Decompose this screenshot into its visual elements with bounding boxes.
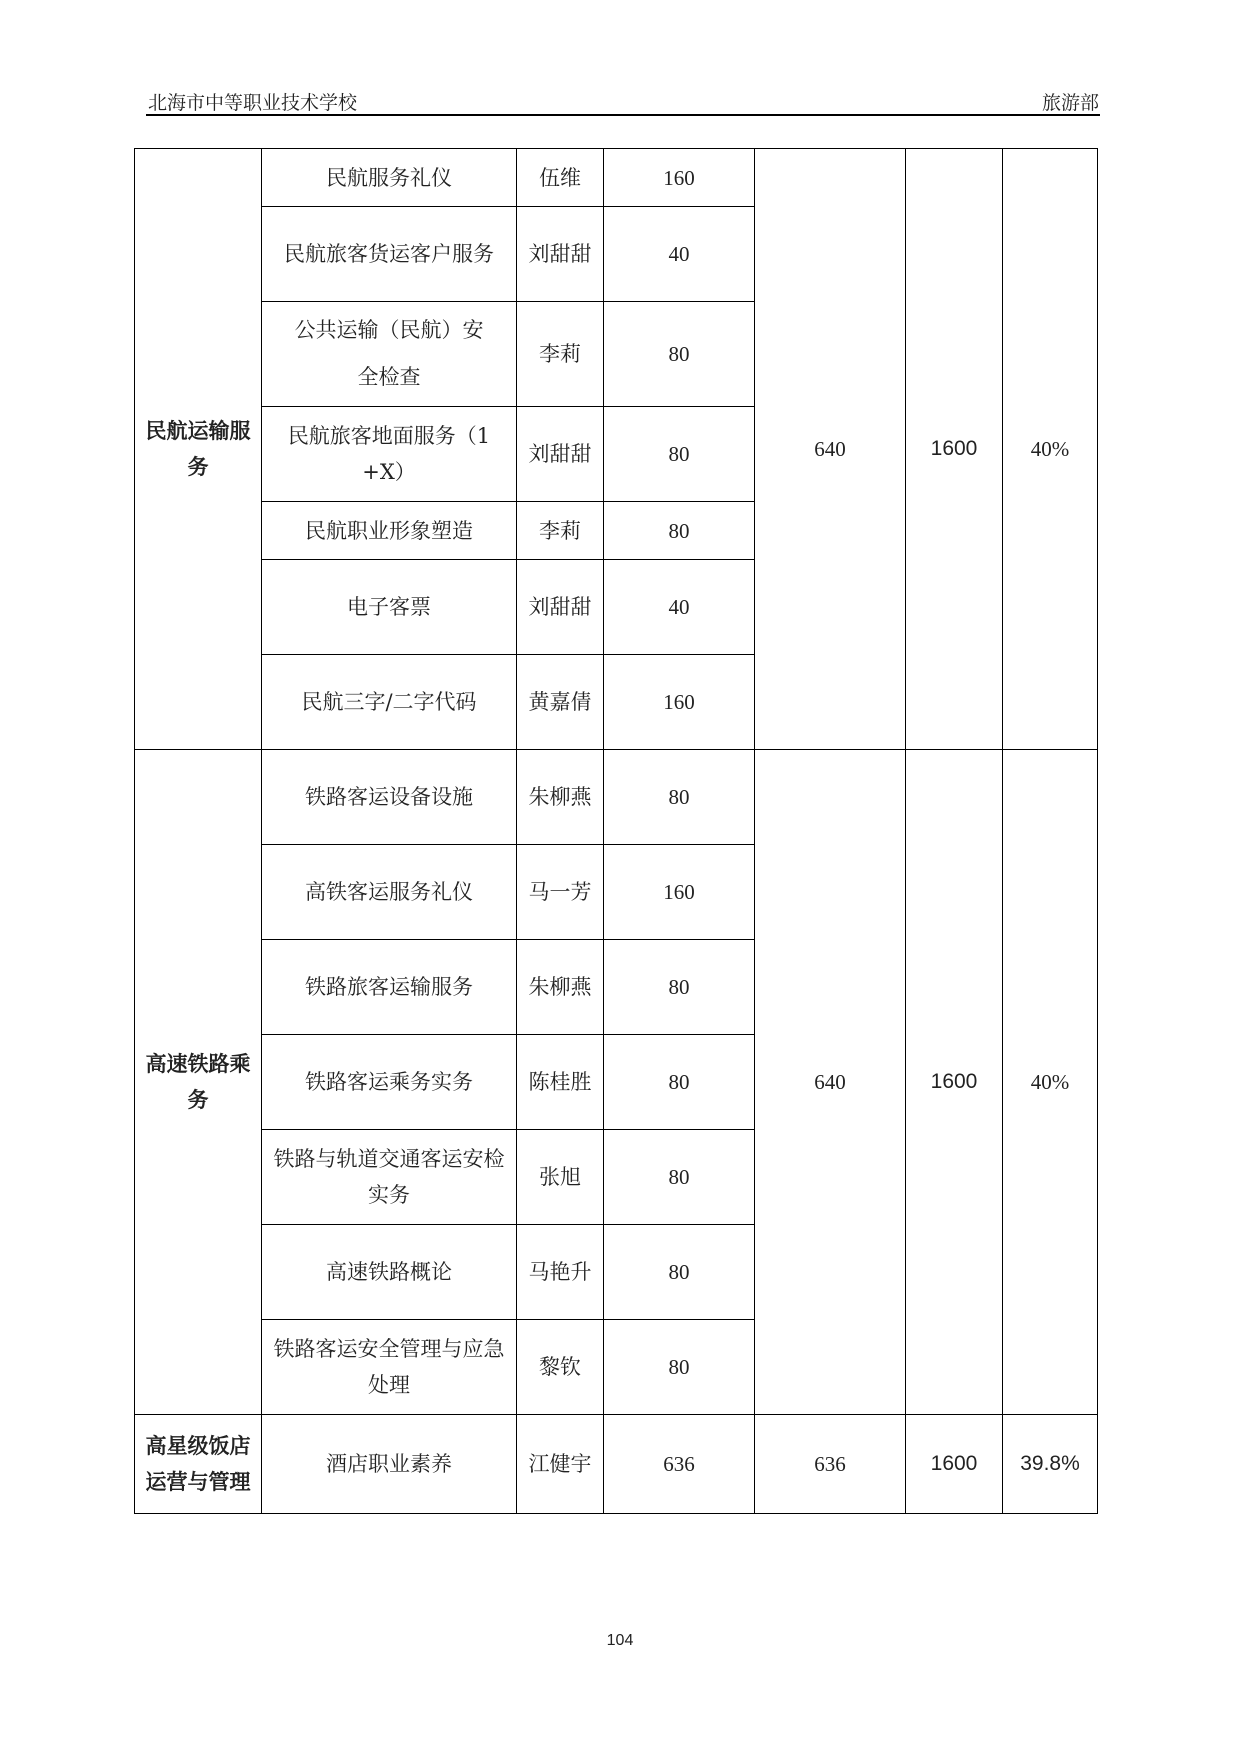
teacher-name: 李莉 [517, 502, 604, 560]
category-cell: 民航运输服务 [135, 149, 262, 750]
ratio: 40% [1003, 750, 1098, 1415]
course-name: 民航服务礼仪 [262, 149, 517, 207]
course-name: 高铁客运服务礼仪 [262, 845, 517, 940]
course-hours: 40 [604, 560, 755, 655]
course-name: 电子客票 [262, 560, 517, 655]
page-number: 104 [606, 1632, 634, 1649]
teacher-name: 李莉 [517, 302, 604, 407]
subtotal-hours: 640 [755, 149, 906, 750]
header-school: 北海市中等职业技术学校 [148, 92, 358, 114]
course-name: 铁路客运安全管理与应急处理 [262, 1320, 517, 1415]
table-row [135, 149, 1098, 207]
teacher-name: 朱柳燕 [517, 940, 604, 1035]
course-hours: 80 [604, 502, 755, 560]
teacher-name: 伍维 [517, 149, 604, 207]
teacher-name: 张旭 [517, 1130, 604, 1225]
course-hours: 160 [604, 655, 755, 750]
course-name: 民航职业形象塑造 [262, 502, 517, 560]
course-name: 公共运输（民航）安全检查 [262, 302, 517, 407]
course-name: 高速铁路概论 [262, 1225, 517, 1320]
course-hours: 80 [604, 407, 755, 502]
course-hours: 80 [604, 1225, 755, 1320]
teacher-name: 刘甜甜 [517, 560, 604, 655]
header-rule [146, 114, 1100, 116]
ratio: 40% [1003, 149, 1098, 750]
category-cell: 高星级饭店运营与管理 [135, 1415, 262, 1514]
teacher-name: 陈桂胜 [517, 1035, 604, 1130]
teacher-name: 朱柳燕 [517, 750, 604, 845]
course-hours: 80 [604, 1130, 755, 1225]
subtotal-hours: 636 [755, 1415, 906, 1514]
course-hours: 80 [604, 1035, 755, 1130]
total-hours: 1600 [906, 1415, 1003, 1514]
course-name: 民航三字/二字代码 [262, 655, 517, 750]
course-name: 铁路旅客运输服务 [262, 940, 517, 1035]
table-row [135, 1415, 1098, 1514]
teacher-name: 马一芳 [517, 845, 604, 940]
course-hours: 80 [604, 940, 755, 1035]
course-name: 铁路客运设备设施 [262, 750, 517, 845]
curriculum-table [134, 148, 1098, 1514]
teacher-name: 马艳升 [517, 1225, 604, 1320]
teacher-name: 黎钦 [517, 1320, 604, 1415]
teacher-name: 黄嘉倩 [517, 655, 604, 750]
course-name: 铁路与轨道交通客运安检实务 [262, 1130, 517, 1225]
header-department: 旅游部 [1041, 92, 1099, 114]
category-cell: 高速铁路乘务 [135, 750, 262, 1415]
table-row [135, 750, 1098, 845]
teacher-name: 刘甜甜 [517, 407, 604, 502]
course-hours: 80 [604, 1320, 755, 1415]
teacher-name: 江健宇 [517, 1415, 604, 1514]
course-hours: 40 [604, 207, 755, 302]
course-name: 民航旅客货运客户服务 [262, 207, 517, 302]
course-name: 酒店职业素养 [262, 1415, 517, 1514]
course-name: 铁路客运乘务实务 [262, 1035, 517, 1130]
total-hours: 1600 [906, 149, 1003, 750]
ratio: 39.8% [1003, 1415, 1098, 1514]
course-name: 民航旅客地面服务（1+X） [262, 407, 517, 502]
total-hours: 1600 [906, 750, 1003, 1415]
subtotal-hours: 640 [755, 750, 906, 1415]
teacher-name: 刘甜甜 [517, 207, 604, 302]
course-hours: 636 [604, 1415, 755, 1514]
course-hours: 80 [604, 750, 755, 845]
course-hours: 160 [604, 845, 755, 940]
course-hours: 160 [604, 149, 755, 207]
course-hours: 80 [604, 302, 755, 407]
